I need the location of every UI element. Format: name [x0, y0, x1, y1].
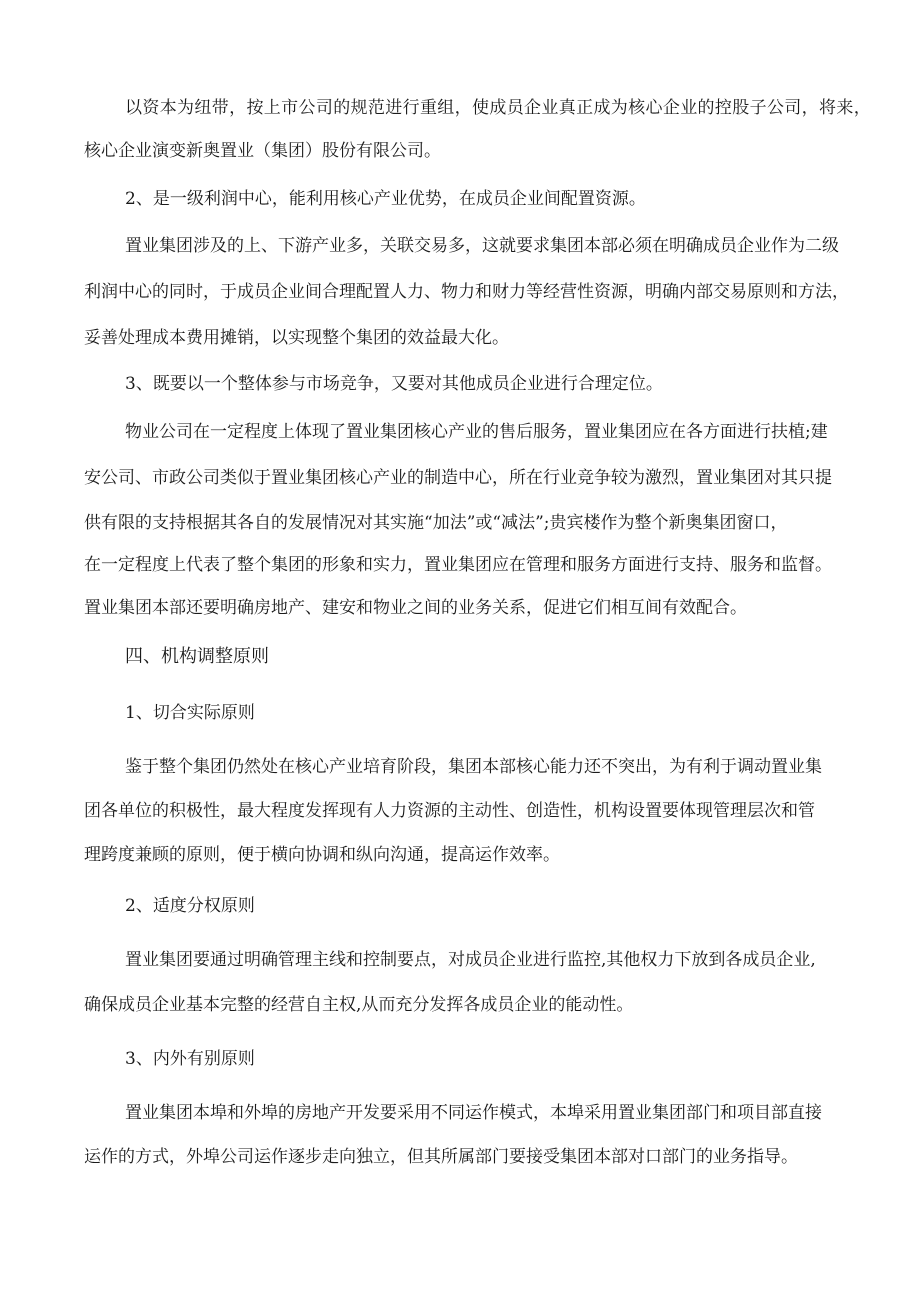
paragraph-line: 以资本为纽带，按上市公司的规范进行重组，使成员企业真正成为核心企业的控股子公司，将来， — [125, 98, 872, 118]
subheading: 2、适度分权原则 — [125, 896, 255, 916]
paragraph-line: 利润中心的同时，于成员企业间合理配置人力、物力和财力等经营性资源，明确内部交易原则和方法， — [84, 282, 849, 302]
paragraph-line: 妥善处理成本费用摊销，以实现整个集团的效益最大化。 — [84, 328, 509, 348]
paragraph-line: 置业集团涉及的上、下游产业多，关联交易多，这就要求集团本部必须在明确成员企业作为二级 — [125, 236, 839, 256]
paragraph-line: 在一定程度上代表了整个集团的形象和实力，置业集团应在管理和服务方面进行支持、服务和监督。 — [84, 555, 832, 575]
subheading: 1、切合实际原则 — [125, 703, 255, 723]
paragraph-line: 核心企业演变新奥置业（集团）股份有限公司。 — [84, 141, 441, 161]
section-heading: 四、机构调整原则 — [125, 646, 269, 667]
paragraph-line: 运作的方式，外埠公司运作逐步走向独立，但其所属部门要接受集团本部对口部门的业务指导。 — [84, 1147, 798, 1167]
paragraph-line: 置业集团要通过明确管理主线和控制要点，对成员企业进行监控,其他权力下放到各成员企业, — [125, 950, 816, 970]
subheading: 3、内外有别原则 — [125, 1049, 255, 1069]
paragraph-line: 安公司、市政公司类似于置业集团核心产业的制造中心，所在行业竞争较为激烈，置业集团对其只提 — [84, 468, 832, 488]
paragraph-line: 团各单位的积极性，最大程度发挥现有人力资源的主动性、创造性，机构设置要体现管理层次和管 — [84, 801, 815, 821]
paragraph-line: 供有限的支持根据其各自的发展情况对其实施“加法”或“减法”;贵宾楼作为整个新奥集团窗口， — [84, 513, 788, 533]
paragraph-line: 确保成员企业基本完整的经营自主权,从而充分发挥各成员企业的能动性。 — [84, 995, 634, 1015]
paragraph-line: 置业集团本部还要明确房地产、建安和物业之间的业务关系，促进它们相互间有效配合。 — [84, 598, 747, 618]
paragraph-line: 物业公司在一定程度上体现了置业集团核心产业的售后服务，置业集团应在各方面进行扶植;建 — [125, 422, 828, 442]
paragraph-line: 鉴于整个集团仍然处在核心产业培育阶段，集团本部核心能力还不突出，为有利于调动置业集 — [125, 757, 822, 777]
numbered-point: 3、既要以一个整体参与市场竞争，又要对其他成员企业进行合理定位。 — [125, 374, 663, 394]
paragraph-line: 理跨度兼顾的原则，便于横向协调和纵向沟通，提高运作效率。 — [84, 845, 560, 865]
paragraph-line: 置业集团本埠和外埠的房地产开发要采用不同运作模式，本埠采用置业集团部门和项目部直接 — [125, 1103, 822, 1123]
numbered-point: 2、是一级利润中心，能利用核心产业优势，在成员企业间配置资源。 — [125, 189, 646, 209]
